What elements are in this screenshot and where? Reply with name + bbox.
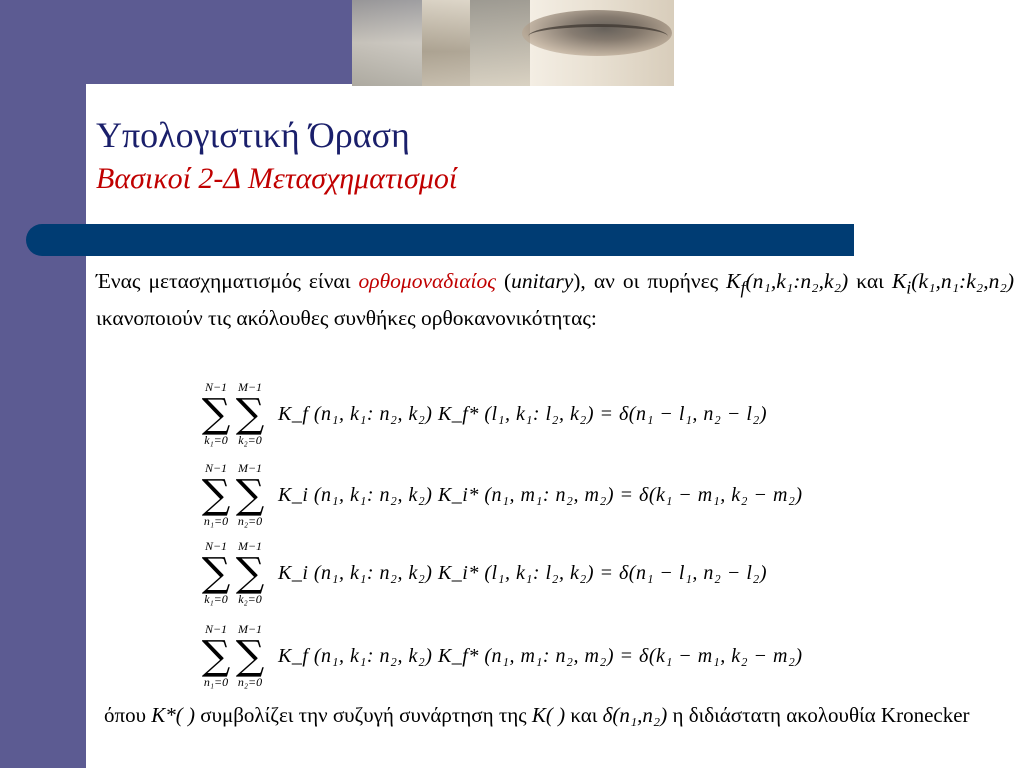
intro-highlight-term: ορθομοναδιαίος: [358, 269, 496, 293]
equation-text: K_i (n₁, k₁: n₂, k₂) K_i* (n₁, m₁: n₂, m₂) = δ(k₁ − m₁, k₂ − m₂): [278, 483, 803, 506]
equation-3: [200, 537, 767, 609]
footer-delta: δ(n₁,n₂): [602, 703, 668, 727]
intro-text-4: ικανοποιούν τις ακόλουθες συνθήκες ορθοκανονικότητας:: [96, 306, 597, 331]
header-rule-bar: [26, 224, 854, 256]
left-frame-band: [0, 0, 86, 768]
equation-4: [200, 620, 803, 692]
kernel-kf: $K_f(n_1,k_1:n_2,k_2)$: [726, 269, 849, 298]
header-photo-collage: [352, 0, 674, 86]
footer-k: K( ): [531, 703, 566, 727]
summation-block: [200, 623, 268, 689]
collage-tile-city: [352, 0, 422, 86]
slide-subtitle: Βασικοί 2-Δ Μετασχηματισμοί: [96, 162, 458, 195]
summation-symbol: M−1 ∑ n₂=0: [235, 461, 265, 528]
equation-2: [200, 459, 803, 531]
summation-block: [200, 540, 268, 606]
equation-expression: [278, 403, 767, 426]
equation-text: K_f (n₁, k₁: n₂, k₂) K_f* (l₁, k₁: l₂, k₂) = δ(n₁ − l₁, n₂ − l₂): [278, 402, 768, 425]
equation-expression: [278, 484, 803, 507]
equation-1: [200, 378, 767, 450]
summation-symbol: N−1 ∑ k₁=0: [201, 539, 231, 606]
intro-unitary-term: unitary: [511, 269, 574, 293]
summation-symbol: N−1 ∑ k₁=0: [201, 380, 231, 447]
equation-text: K_f (n₁, k₁: n₂, k₂) K_f* (n₁, m₁: n₂, m₂) = δ(k₁ − m₁, k₂ − m₂): [278, 644, 803, 667]
kernel-ki: $K_i(k_1,n_1:k_2,n_2)$: [891, 269, 1014, 298]
footer-kstar: K*( ): [151, 703, 195, 727]
collage-tile-building: [422, 0, 470, 86]
summation-symbol: N−1 ∑ n₁=0: [201, 622, 231, 689]
intro-paragraph: [96, 266, 1014, 334]
footer-text-4: η διδιάστατη ακολουθία Kronecker: [667, 703, 970, 727]
footer-note: [104, 700, 1020, 730]
intro-and: και: [848, 269, 892, 293]
intro-text-3: ), αν οι πυρήνες: [573, 269, 727, 293]
footer-text-3: και: [565, 703, 603, 727]
summation-symbol: M−1 ∑ k₂=0: [235, 380, 265, 447]
collage-eyelash: [528, 24, 668, 49]
summation-symbol: N−1 ∑ n₁=0: [201, 461, 231, 528]
intro-text-1: Ένας μετασχηματισμός είναι: [96, 269, 359, 293]
equation-text: K_i (n₁, k₁: n₂, k₂) K_i* (l₁, k₁: l₂, k₂) = δ(n₁ − l₁, n₂ − l₂): [278, 561, 768, 584]
equation-expression: [278, 645, 803, 668]
summation-symbol: M−1 ∑ k₂=0: [235, 539, 265, 606]
equation-expression: [278, 562, 767, 585]
summation-block: [200, 381, 268, 447]
footer-text-1: όπου: [104, 703, 152, 727]
summation-symbol: M−1 ∑ n₂=0: [235, 622, 265, 689]
slide-title: Υπολογιστική Όραση: [96, 115, 410, 155]
collage-tile-portrait: [470, 0, 530, 86]
summation-block: [200, 462, 268, 528]
intro-text-2: (: [495, 269, 512, 293]
footer-text-2: συμβολίζει την συζυγή συνάρτηση της: [195, 703, 532, 727]
